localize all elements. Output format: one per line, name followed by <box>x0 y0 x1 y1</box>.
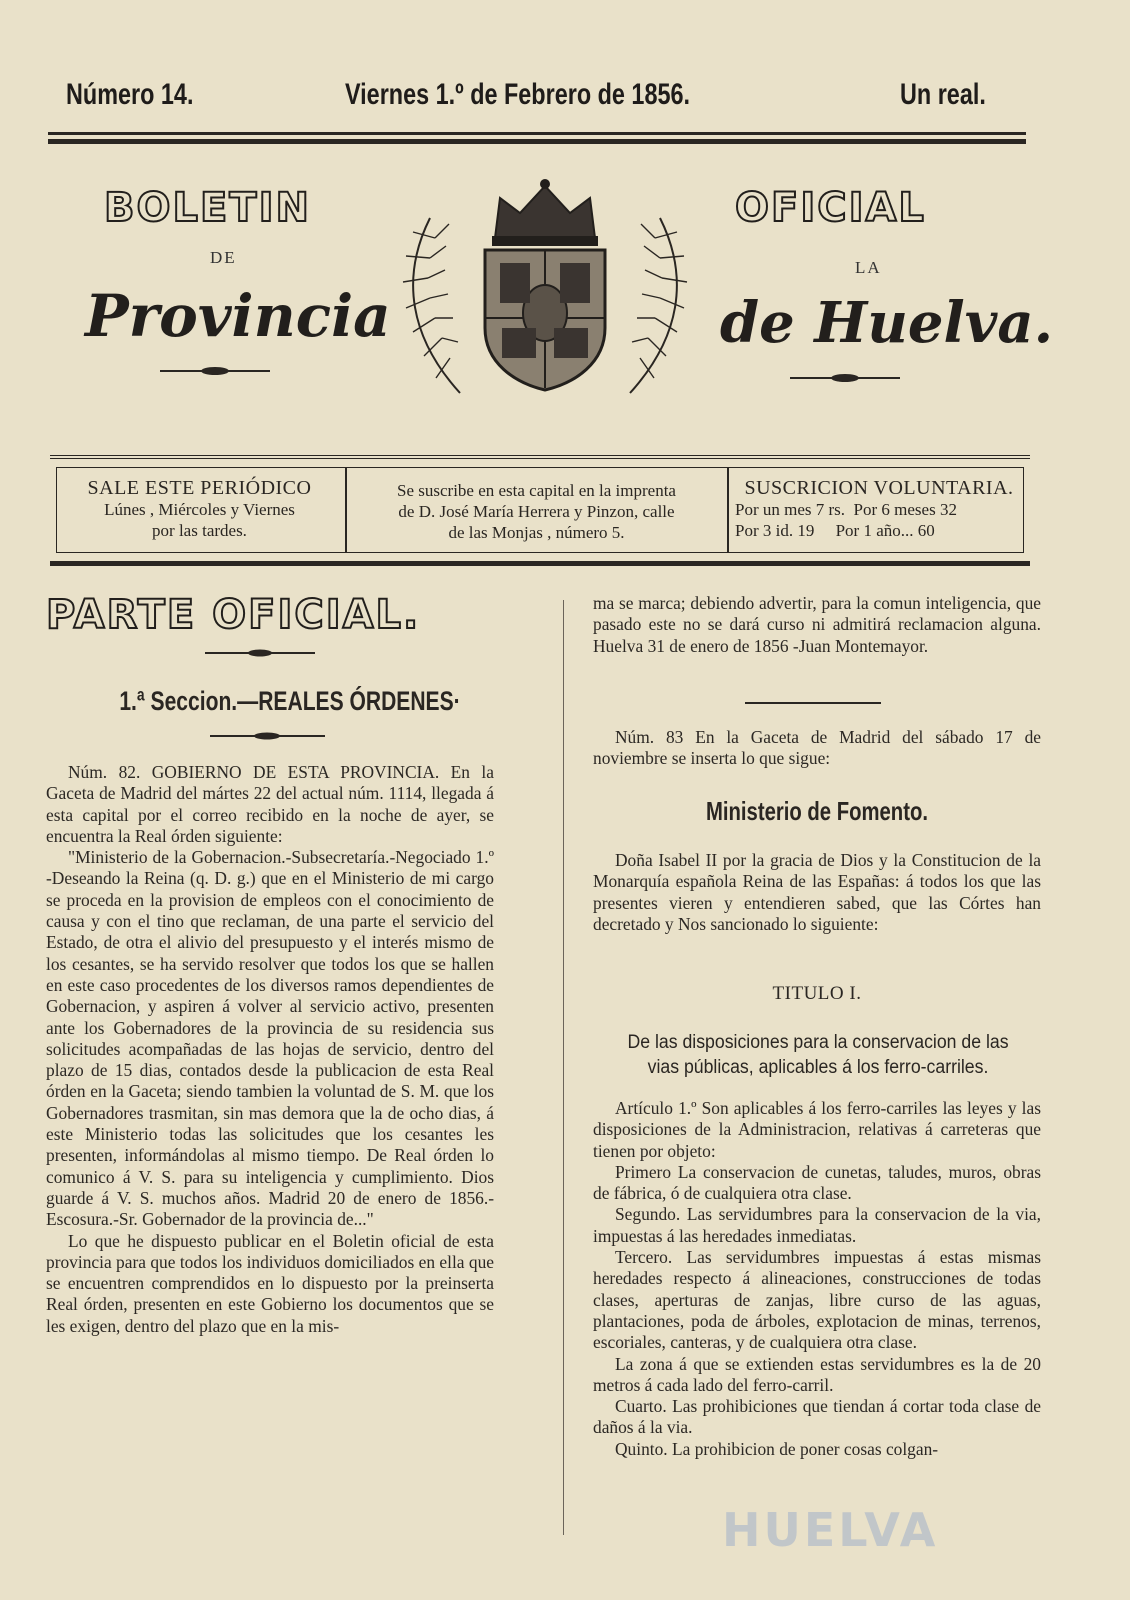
decree-82-publication: Lo que he dispuesto publicar en el Boletin oficial de esta provincia para que todos los individuos domiciliados en ella que se encuentren comprendidos en lo dispuesto por la preinserta Real órden, presenten en este Gobierno los documentos que se les exigen, dentro del plazo que en la mis- <box>46 1230 494 1336</box>
decree-82-intro: Núm. 82. GOBIERNO DE ESTA PROVINCIA. En la Gaceta de Madrid del mártes 22 del actual núm. 1114, llegada á esta capital por el correo recibido en la noche de ayer, se encuentra la Real órden siguiente: <box>46 762 494 846</box>
info-subscribe-line2: de D. José María Herrera y Pinzon, calle <box>398 502 675 521</box>
titulo-subheading: De las disposiciones para la conservacion de las vias públicas, aplicables á los ferro-carriles. <box>627 1032 1009 1078</box>
masthead-la: LA <box>855 258 882 277</box>
decree-83-block <box>593 727 1041 770</box>
info-divider-1 <box>345 468 347 552</box>
info-prices-row1: Por un mes 7 rs. Por 6 meses 32 <box>735 500 957 519</box>
masthead-huelva: de Huelva. <box>720 290 1054 356</box>
huelva-watermark: HUELVA <box>722 1503 939 1557</box>
subscription-info-box <box>50 455 1030 566</box>
section-ornament-1 <box>205 648 315 658</box>
section-title-parte-oficial: PARTE OFICIAL. <box>46 592 421 638</box>
info-publication-head: SALE ESTE PERIÓDICO <box>87 477 312 499</box>
info-subscribe-line3: de las Monjas , número 5. <box>448 523 625 542</box>
masthead-boletin: BOLETIN <box>104 185 311 231</box>
article-1: Artículo 1.º Son aplicables á los ferro-carriles las leyes y las disposiciones de la Administracion, relativas á carreteras que tienen por objeto: <box>593 1098 1041 1161</box>
titulo-heading: TITULO I. <box>772 983 862 1004</box>
masthead-provincia: Provincia <box>85 282 391 350</box>
top-rule <box>48 132 1026 135</box>
info-divider-2 <box>727 468 729 552</box>
right-column-articles <box>593 1098 1041 1460</box>
info-cell-subscribe <box>349 468 724 552</box>
top-rule-thick <box>48 139 1026 144</box>
section-ornament-2 <box>210 731 325 741</box>
separator-rule <box>745 702 881 704</box>
article-1-segundo: Segundo. Las servidumbres para la conservacion de la via, impuestas á las heredades inmediatas. <box>593 1204 1041 1246</box>
masthead-oficial: OFICIAL <box>735 185 926 231</box>
issue-number: Número 14. <box>66 78 194 111</box>
article-1-quinto: Quinto. La prohibicion de poner cosas colgan- <box>615 1438 939 1459</box>
info-cell-publication <box>57 468 342 552</box>
info-subscribe-line1: Se suscribe en esta capital en la imprenta <box>397 481 676 500</box>
article-1-tercero: Tercero. Las servidumbres impuestas á estas mismas heredades respecto á alineaciones, construcciones de todas clases, aperturas de zanjas, libre curso de las aguas, plantaciones, poda de árboles, explotacion de minas, terrenos, escoriales, canteras, y de cualquiera otra clase. <box>593 1247 1041 1353</box>
article-1-zona: La zona á que se extienden estas servidumbres es la de 20 metros á cada lado del ferro-carril. <box>593 1353 1041 1395</box>
column-divider <box>563 600 564 1535</box>
subsection-reales-ordenes: 1.ª Seccion.—REALES ÓRDENES· <box>119 686 461 716</box>
info-publication-days: Lúnes , Miércoles y Viernes <box>104 500 295 519</box>
masthead-de: DE <box>210 248 237 267</box>
info-cell-prices <box>731 468 1023 552</box>
decree-82-continuation: ma se marca; debiendo advertir, para la comun inteligencia, que pasado este no se dará curso ni admitirá reclamacion alguna. Huelva 31 de enero de 1856 -Juan Montemayor. <box>593 593 1041 656</box>
ministry-heading: Ministerio de Fomento. <box>706 796 928 826</box>
decree-82-royal-order: "Ministerio de la Gobernacion.-Subsecretaría.-Negociado 1.º -Deseando la Reina (q. D. g.) que en el Ministerio de mi cargo se proceda en la provision de empleos con el conocimiento de causa y con el tino que reclaman, de una parte el servicio del Estado, de otra el alivio del presupuesto y el interés mismo de los cesantes, se ha servido resolver que todos los que se hallen en este caso procedentes de los diversos ramos dependientes de Gobernacion, y aspiren á volver al servicio activo, presenten ante los Gobernadores de la provincia de su residencia sus solicitudes acompañadas de las hojas de servicio, dentro del plazo de 15 dias, contados desde la publicacion de esta Real órden en la Gaceta; siendo tambien la voluntad de S. M. que los Gobernadores trasmitan, sin mas demora que la de ocho dias, á este Ministerio todas las solicitudes que los cesantes les presenten, informándolas al mismo tiempo. De Real órden lo comunico á V. S. para su inteligencia y cumplimiento. Dios guarde á V. S. muchos años. Madrid 20 de enero de 1856.-Escosura.-Sr. Gobernador de la provincia de..." <box>46 847 494 1230</box>
decree-83-preamble-block <box>593 850 1041 935</box>
article-1-cuarto: Cuarto. Las prohibiciones que tiendan á cortar toda clase de daños á la via. <box>593 1396 1041 1438</box>
decree-83-preamble: Doña Isabel II por la gracia de Dios y la Constitucion de la Monarquía española Reina de las Españas: á todos los que las presentes vieren y entendieren sabed, que las Córtes han decretado y Nos sancionado lo siguiente: <box>593 850 1041 934</box>
info-prices-row2: Por 3 id. 19 Por 1 año... 60 <box>735 521 935 540</box>
left-column-body <box>46 762 494 1337</box>
info-publication-time: por las tardes. <box>152 521 247 540</box>
masthead-ornament-left <box>160 366 270 376</box>
info-prices-head: SUSCRICION VOLUNTARIA. <box>744 477 1014 499</box>
masthead-ornament-right <box>790 373 900 383</box>
coat-of-arms-emblem <box>390 178 700 408</box>
issue-price: Un real. <box>900 78 986 111</box>
issue-date: Viernes 1.º de Febrero de 1856. <box>345 78 690 111</box>
article-1-primero: Primero La conservacion de cunetas, taludes, muros, obras de fábrica, ó de cualquiera otra clase. <box>593 1161 1041 1204</box>
right-column-top <box>593 593 1041 657</box>
decree-83-intro: Núm. 83 En la Gaceta de Madrid del sábado 17 de noviembre se inserta lo que sigue: <box>593 727 1041 769</box>
